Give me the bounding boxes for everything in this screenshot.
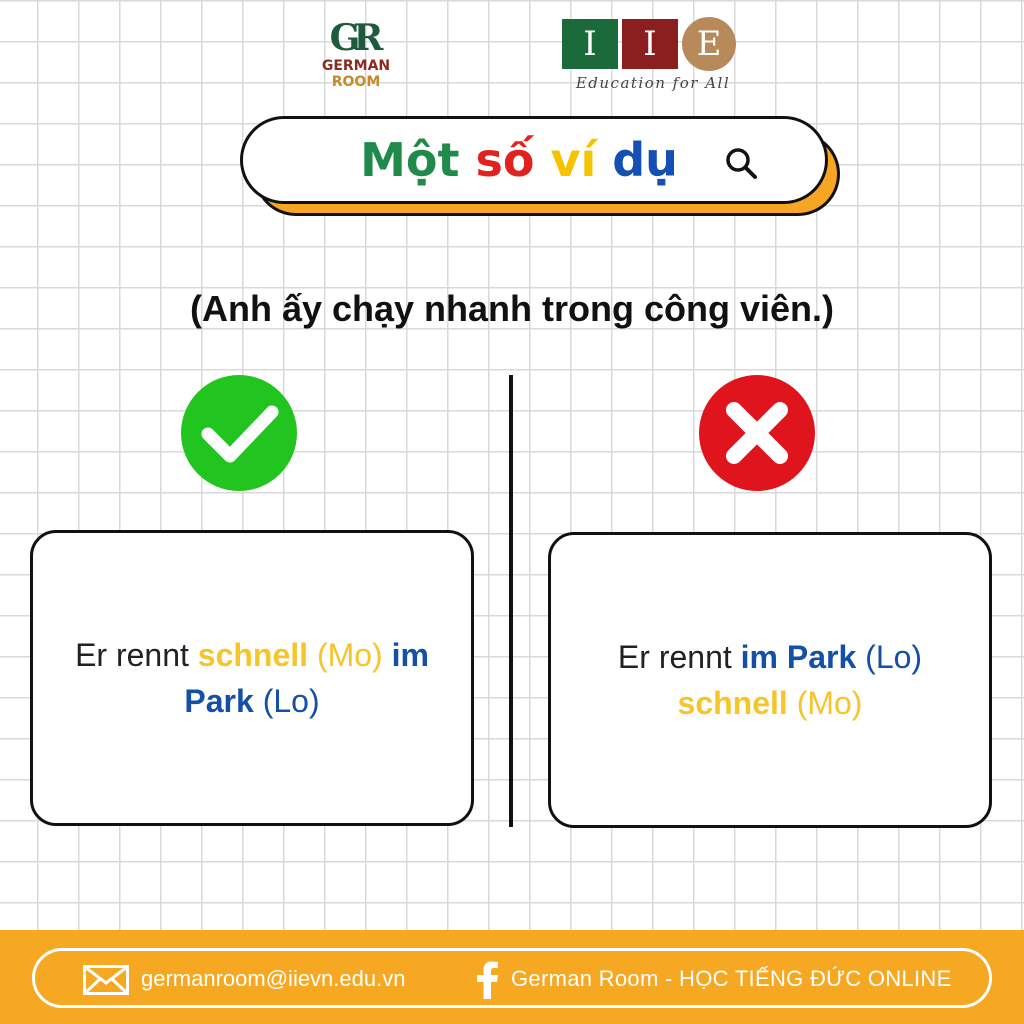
correct-sentence-adverb-tag: (Mo) (308, 637, 392, 673)
column-divider (509, 375, 513, 827)
iie-logo (562, 18, 744, 96)
correct-sentence (53, 632, 451, 724)
title-word-2: số (475, 133, 535, 187)
iie-letter-e: E (682, 17, 736, 71)
german-room-logo-mark: GR (329, 17, 377, 59)
facebook-page-name[interactable]: German Room - HỌC TIẾNG ĐỨC ONLINE (511, 966, 952, 991)
iie-letter-i1: I (562, 19, 618, 69)
footer-bar (0, 930, 1024, 1024)
search-icon (723, 145, 759, 181)
title-pill (240, 116, 828, 204)
incorrect-sentence-subject: Er rennt (617, 639, 741, 675)
footer-contact-pill (32, 948, 992, 1008)
german-room-logo (318, 18, 394, 98)
title-word-4: dụ (612, 133, 678, 187)
title-word-1: Một (360, 133, 460, 187)
check-icon (180, 374, 298, 492)
correct-sentence-subject: Er rennt (75, 637, 198, 673)
correct-sentence-adverb: schnell (197, 637, 309, 673)
incorrect-sentence-location-tag: (Lo) (856, 639, 923, 675)
incorrect-sentence-adverb: schnell (677, 685, 788, 721)
cross-icon (698, 374, 816, 492)
incorrect-sentence (571, 634, 969, 726)
title-word-3: ví (550, 133, 597, 187)
iie-tagline: Education for All (575, 74, 731, 92)
correct-sentence-location: im Park (184, 637, 429, 719)
facebook-icon[interactable] (475, 961, 499, 999)
contact-email[interactable]: germanroom@iievn.edu.vn (141, 966, 406, 991)
page-title (360, 133, 678, 187)
incorrect-sentence-adverb-tag: (Mo) (787, 685, 863, 721)
iie-letter-i2: I (622, 19, 678, 69)
correct-example-card (30, 530, 474, 826)
incorrect-sentence-location: im Park (740, 639, 857, 675)
example-translation: (Anh ấy chạy nhanh trong công viên.) (189, 288, 835, 329)
incorrect-example-card (548, 532, 992, 828)
german-room-logo-line2: ROOM (331, 74, 381, 90)
correct-sentence-location-tag: (Lo) (253, 683, 320, 719)
mail-icon (83, 965, 129, 995)
german-room-logo-line1: GERMAN (321, 58, 391, 74)
